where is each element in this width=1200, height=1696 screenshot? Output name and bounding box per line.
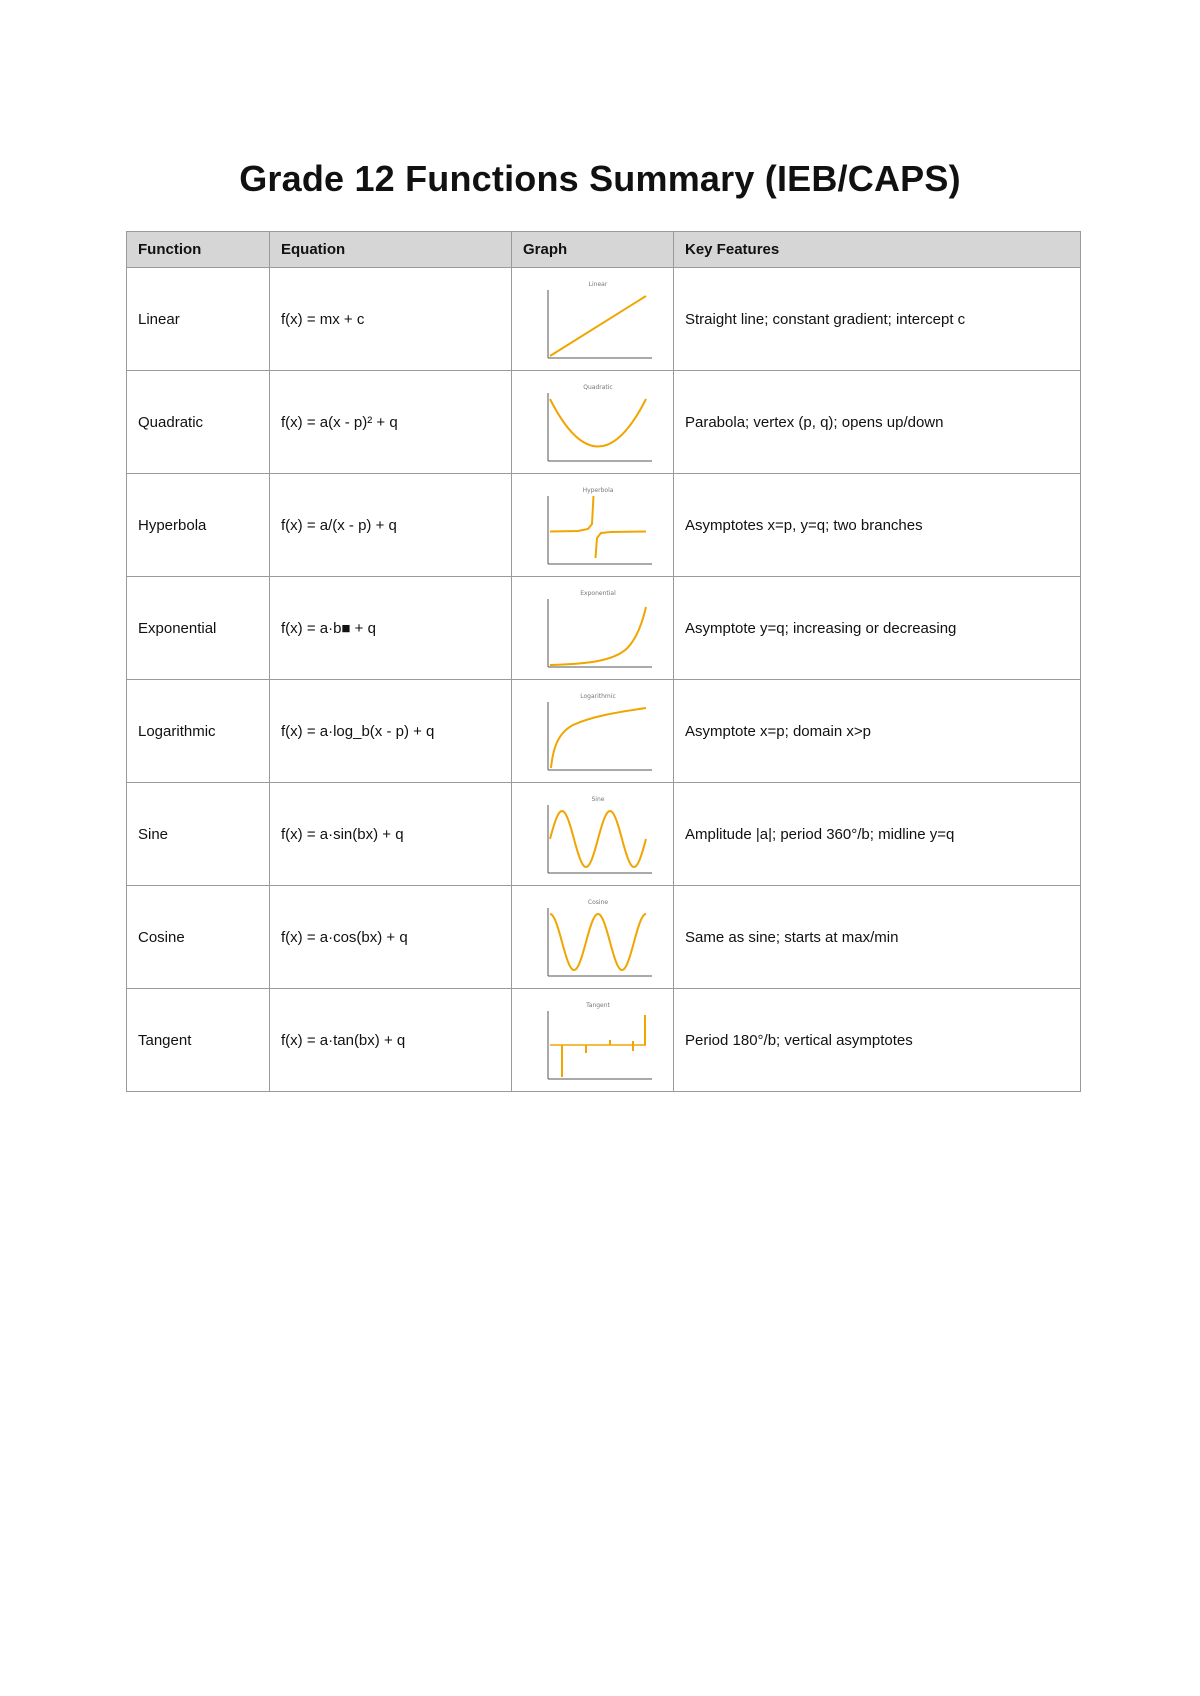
logarithmic-curve (551, 708, 646, 768)
key-features: Same as sine; starts at max/min (674, 886, 1081, 989)
graph-title: Logarithmic (580, 693, 616, 700)
graph-title: Linear (588, 281, 608, 288)
table-row (127, 886, 1081, 989)
function-name: Hyperbola (127, 474, 270, 577)
header-equation: Equation (270, 232, 512, 268)
header-graph: Graph (512, 232, 674, 268)
graph-title: Quadratic (583, 384, 613, 391)
graph-cell (512, 783, 674, 886)
graph-title: Tangent (586, 1002, 610, 1009)
page-title: Grade 12 Functions Summary (IEB/CAPS) (239, 158, 961, 199)
graph-title: Hyperbola (582, 487, 614, 494)
parabola-curve (550, 399, 646, 447)
sine-graph (538, 791, 658, 877)
header-key-features: Key Features (674, 232, 1081, 268)
key-features: Asymptote x=p; domain x>p (674, 680, 1081, 783)
function-name: Cosine (127, 886, 270, 989)
key-features: Amplitude |a|; period 360°/b; midline y=q (674, 783, 1081, 886)
cosine-curve (550, 914, 646, 970)
table-row (127, 783, 1081, 886)
table-row (127, 371, 1081, 474)
functions-table (126, 231, 1081, 1092)
equation: f(x) = a·b■ + q (270, 577, 512, 680)
exponential-graph (538, 585, 658, 671)
table-row (127, 680, 1081, 783)
key-features: Asymptotes x=p, y=q; two branches (674, 474, 1081, 577)
graph-title: Cosine (587, 899, 609, 906)
key-features: Parabola; vertex (p, q); opens up/down (674, 371, 1081, 474)
graph-cell (512, 989, 674, 1092)
table-row (127, 268, 1081, 371)
tangent-graph (538, 997, 658, 1083)
exponential-curve (550, 607, 646, 665)
hyperbola-graph (538, 482, 658, 568)
table-row (127, 577, 1081, 680)
graph-cell (512, 886, 674, 989)
hyperbola-left-branch (550, 496, 594, 532)
equation: f(x) = a·tan(bx) + q (270, 989, 512, 1092)
key-features: Straight line; constant gradient; intercept c (674, 268, 1081, 371)
table-row (127, 474, 1081, 577)
logarithmic-graph (538, 688, 658, 774)
linear-graph (538, 276, 658, 362)
graph-cell (512, 371, 674, 474)
key-features: Asymptote y=q; increasing or decreasing (674, 577, 1081, 680)
graph-cell (512, 680, 674, 783)
cosine-graph (538, 894, 658, 980)
equation: f(x) = mx + c (270, 268, 512, 371)
header-row (127, 232, 1081, 268)
graph-cell (512, 268, 674, 371)
equation: f(x) = a·log_b(x - p) + q (270, 680, 512, 783)
table-row (127, 989, 1081, 1092)
linear-curve (550, 296, 646, 356)
equation: f(x) = a·cos(bx) + q (270, 886, 512, 989)
header-function: Function (127, 232, 270, 268)
equation: f(x) = a·sin(bx) + q (270, 783, 512, 886)
equation: f(x) = a/(x - p) + q (270, 474, 512, 577)
function-name: Tangent (127, 989, 270, 1092)
sine-curve (550, 811, 646, 867)
graph-cell (512, 577, 674, 680)
graph-title: Exponential (580, 590, 616, 597)
function-name: Sine (127, 783, 270, 886)
equation: f(x) = a(x - p)² + q (270, 371, 512, 474)
function-name: Logarithmic (127, 680, 270, 783)
function-name: Linear (127, 268, 270, 371)
key-features: Period 180°/b; vertical asymptotes (674, 989, 1081, 1092)
hyperbola-right-branch (596, 532, 647, 559)
graph-cell (512, 474, 674, 577)
quadratic-graph (538, 379, 658, 465)
graph-title: Sine (591, 796, 605, 803)
function-name: Exponential (127, 577, 270, 680)
function-name: Quadratic (127, 371, 270, 474)
